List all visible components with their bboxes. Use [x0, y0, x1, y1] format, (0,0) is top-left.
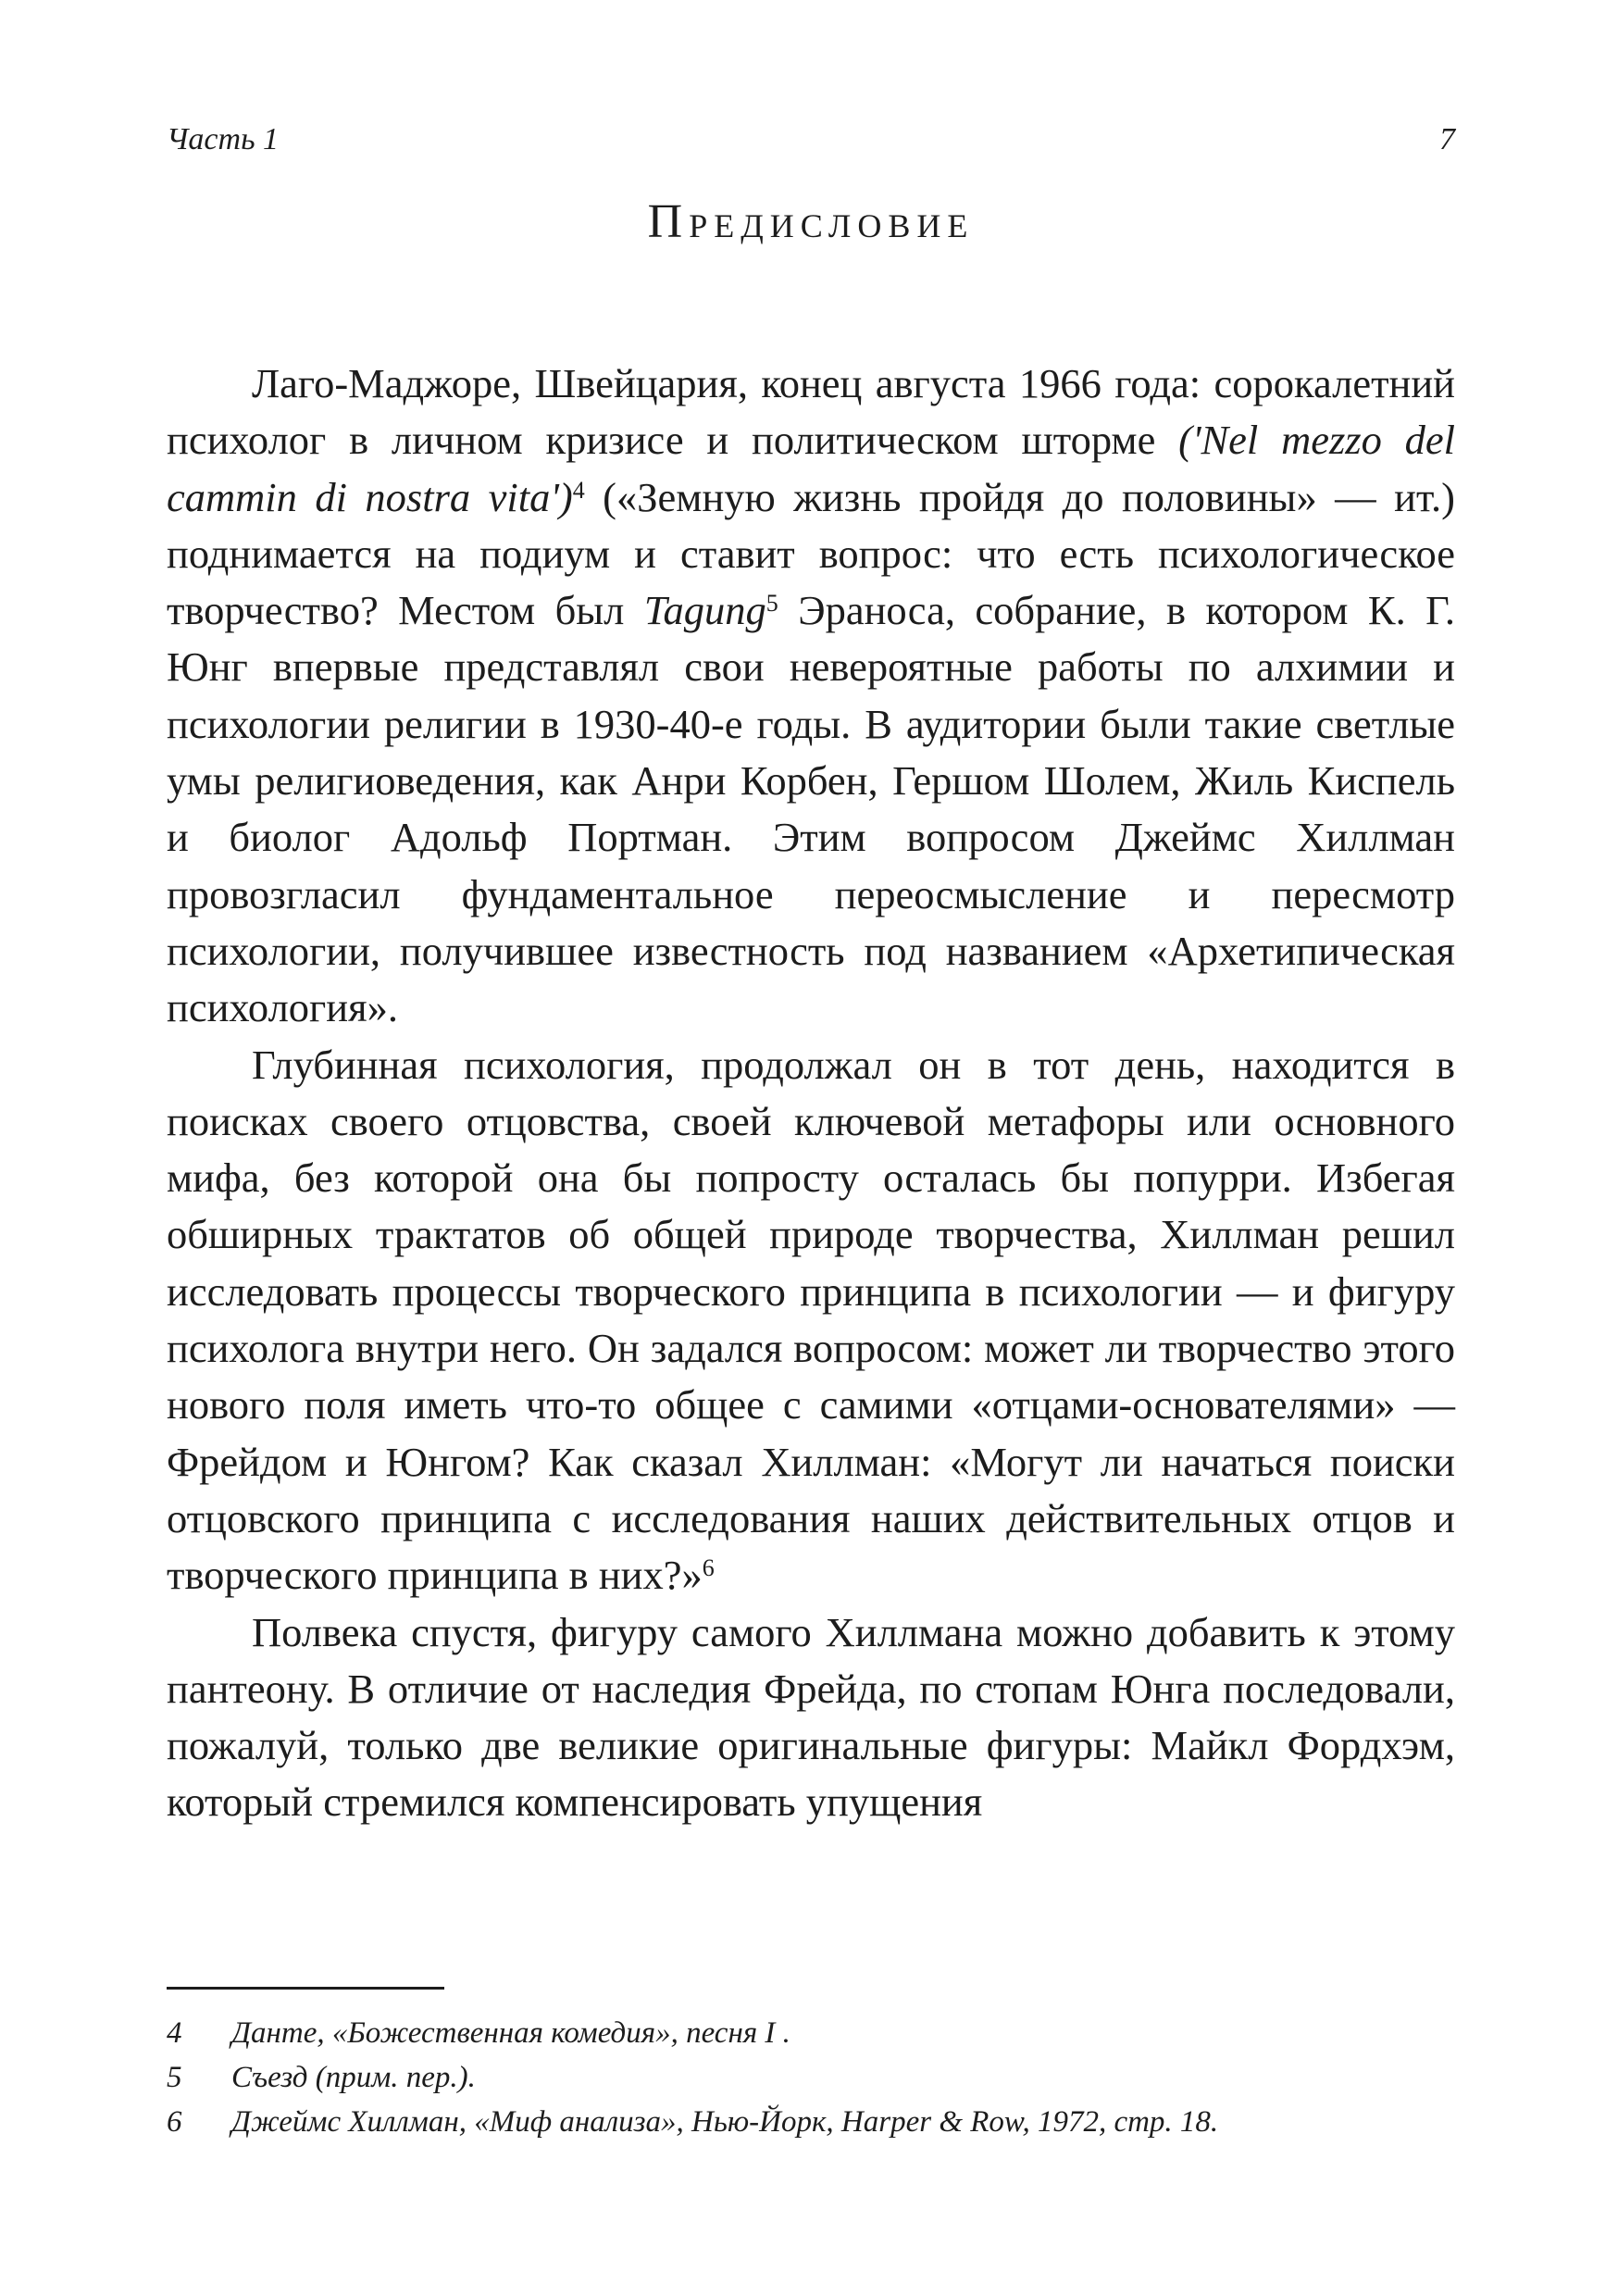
- text-run: Лаго-Маджоре, Швейцария, конец августа 1966 года: сорокалетний психолог в личном кризисе и политическом шторме: [167, 360, 1455, 464]
- footnote-ref: 5: [765, 590, 778, 618]
- running-head: [167, 117, 1455, 163]
- text-run: Эраноса, собрание, в котором К. Г. Юнг впервые представлял свои невероятные работы по алхимии и психологии религии в 1930-40-е годы. В аудитории были такие светлые умы религиоведения, как Анри Корбен, Гершом Шолем, Жиль Киспель и биолог Адольф Портман. Этим вопросом Джеймс Хиллман провозгласил фундаментальное переосмысление и пересмотр психологии, получившее известность под названием «Архетипическая психология».: [167, 587, 1455, 1031]
- chapter-title: Предисловие: [647, 195, 975, 248]
- footnote-number: 5: [167, 2061, 182, 2094]
- footnote-number: 4: [167, 2016, 182, 2050]
- footnote-separator: [167, 1987, 444, 1990]
- text-run: Полвека спустя, фигуру самого Хиллмана можно добавить к этому пантеону. В отличие от наследия Фрейда, по стопам Юнга последовали, пожалуй, только две великие оригинальные фигуры: Майкл Фордхэм, который стремился компенсировать упущения: [167, 1608, 1455, 1826]
- footnote-ref: 6: [702, 1554, 715, 1582]
- footnote-number: 6: [167, 2105, 182, 2139]
- italic-text: ('Nel mezzo del cammin di nostra vita'): [167, 417, 1455, 520]
- italic-text: Tagung: [643, 587, 766, 634]
- footnote-item: [167, 2100, 1455, 2144]
- body-paragraph: [167, 1037, 1455, 1604]
- body-paragraph: [167, 356, 1455, 1037]
- footnote-text: Данте, «Божественная комедия», песня I .: [231, 2016, 790, 2050]
- footnote-text: Съезд (прим. пер.).: [231, 2061, 476, 2094]
- footnote-ref: 4: [572, 476, 585, 504]
- body-paragraph: [167, 1604, 1455, 1831]
- footnote-text: Джеймс Хиллман, «Миф анализа», Нью-Йорк, Harper & Row, 1972, стр. 18.: [231, 2105, 1219, 2139]
- body-text: [167, 356, 1455, 1831]
- text-run: Глубинная психология, продолжал он в тот день, находится в поисках своего отцовства, своей ключевой метафоры или основного мифа, без которой она бы попросту осталась бы попурри. Избегая обширных трактатов об общей природе творчества, Хиллман решил исследовать процессы творческого принципа в психологии — и фигуру психолога внутри него. Он задался вопросом: может ли творчество этого нового поля иметь что-то общее с самими «отцами-основателями» — Фрейдом и Юнгом? Как сказал Хиллман: «Могут ли начаться поиски отцовского принципа с исследования наших действительных отцов и творческого принципа в них?»: [167, 1041, 1455, 1599]
- text-run: («Земную жизнь пройдя до половины» — ит.) поднимается на подиум и ставит вопрос: что есть психологическое творчество? Местом был: [167, 473, 1455, 634]
- part-label: Часть 1: [167, 122, 280, 156]
- footnote-item: [167, 2055, 1455, 2100]
- footnote-item: [167, 2011, 1455, 2055]
- footnotes: [167, 2011, 1455, 2144]
- page-number: 7: [1439, 122, 1455, 156]
